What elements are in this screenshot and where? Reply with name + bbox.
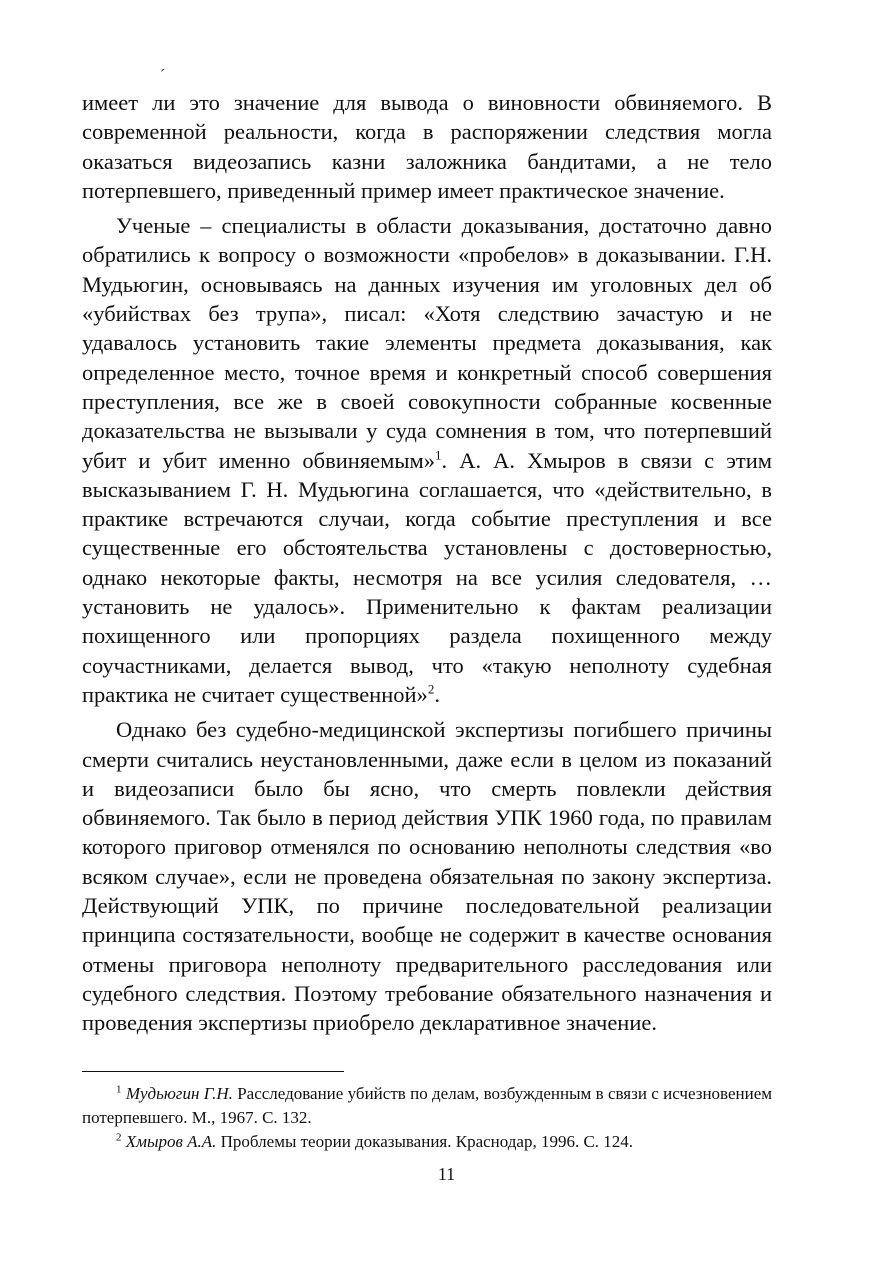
- footnote-2: [82, 1130, 772, 1154]
- paragraph-text-part: .: [434, 681, 440, 707]
- paragraph-scholars: [82, 211, 772, 709]
- paragraph-text-part: Ученые – специалисты в области доказывания, достаточно давно обратились к вопросу о возможности «пробелов» в доказывании. Г.Н. Мудьюгин, основываясь на данных изучения им уголовных дел об «убийствах без трупа», писал: «Хотя следствию зачастую и не удавалось установить такие элементы предмета доказывания, как определенное место, точное время и конкретный способ совершения преступления, все же в своей совокупности собранные косвенные доказательства не вызывали у суда сомнения в том, что потерпевший убит и убит именно обвиняемым»: [82, 213, 772, 473]
- footnote-number: 2: [116, 1131, 122, 1144]
- paragraph-text-part: . А. А. Хмыров в связи с этим высказыванием Г. Н. Мудьюгина соглашается, что «действительно, в практике встречаются случаи, когда событие преступления и все существенные его обстоятельства установлены с достоверностью, однако некоторые факты, несмотря на все усилия следователя, … установить не удалось». Применительно к фактам реализации похищенного или пропорциях раздела похищенного между соучастниками, делается вывод, что «такую неполноту судебная практика не считает существенной»: [82, 447, 772, 707]
- stray-mark: ˊ: [160, 67, 166, 84]
- footnote-author: Мудьюгин Г.Н.: [125, 1084, 233, 1103]
- footnote-text: Проблемы теории доказывания. Краснодар, 1996. С. 124.: [216, 1132, 634, 1151]
- footnotes: [82, 1082, 772, 1154]
- footnote-ref-1: 1: [435, 447, 442, 463]
- paragraph-expertise: Однако без судебно-медицинской экспертизы погибшего причины смерти считались неустановленными, даже если в целом из показаний и видеозаписи было бы ясно, что смерть повлекли действия обвиняемого. Так было в период действия УПК 1960 года, по правилам которого приговор отменялся по основанию неполноты следствия «во всяком случае», если не проведена обязательная по закону экспертиза. Действующий УПК, по причине последовательной реализации принципа состязательности, вообще не содержит в качестве основания отмены приговора неполноту предварительного расследования или судебного следствия. Поэтому требование обязательного назначения и проведения экспертизы приобрело декларативное значение.: [82, 717, 772, 1036]
- paragraph-continuation: имеет ли это значение для вывода о виновности обвиняемого. В современной реальности, когда в распоряжении следствия могла оказаться видеозапись казни заложника бандитами, а не тело потерпевшего, приведенный пример имеет практическое значение.: [82, 90, 772, 203]
- page-number: 11: [437, 1164, 456, 1184]
- footnote-1: [82, 1082, 772, 1130]
- main-text: [82, 88, 772, 1038]
- footnote-ref-2: 2: [427, 681, 435, 697]
- footnote-number: 1: [116, 1083, 122, 1096]
- footnote-text: Расследование убийств по делам, возбужденным в связи с исчезновением потерпевшего. М., 1967. С. 132.: [82, 1084, 773, 1127]
- footnote-divider: [82, 1071, 344, 1072]
- footnote-author: Хмыров А.А.: [125, 1132, 217, 1151]
